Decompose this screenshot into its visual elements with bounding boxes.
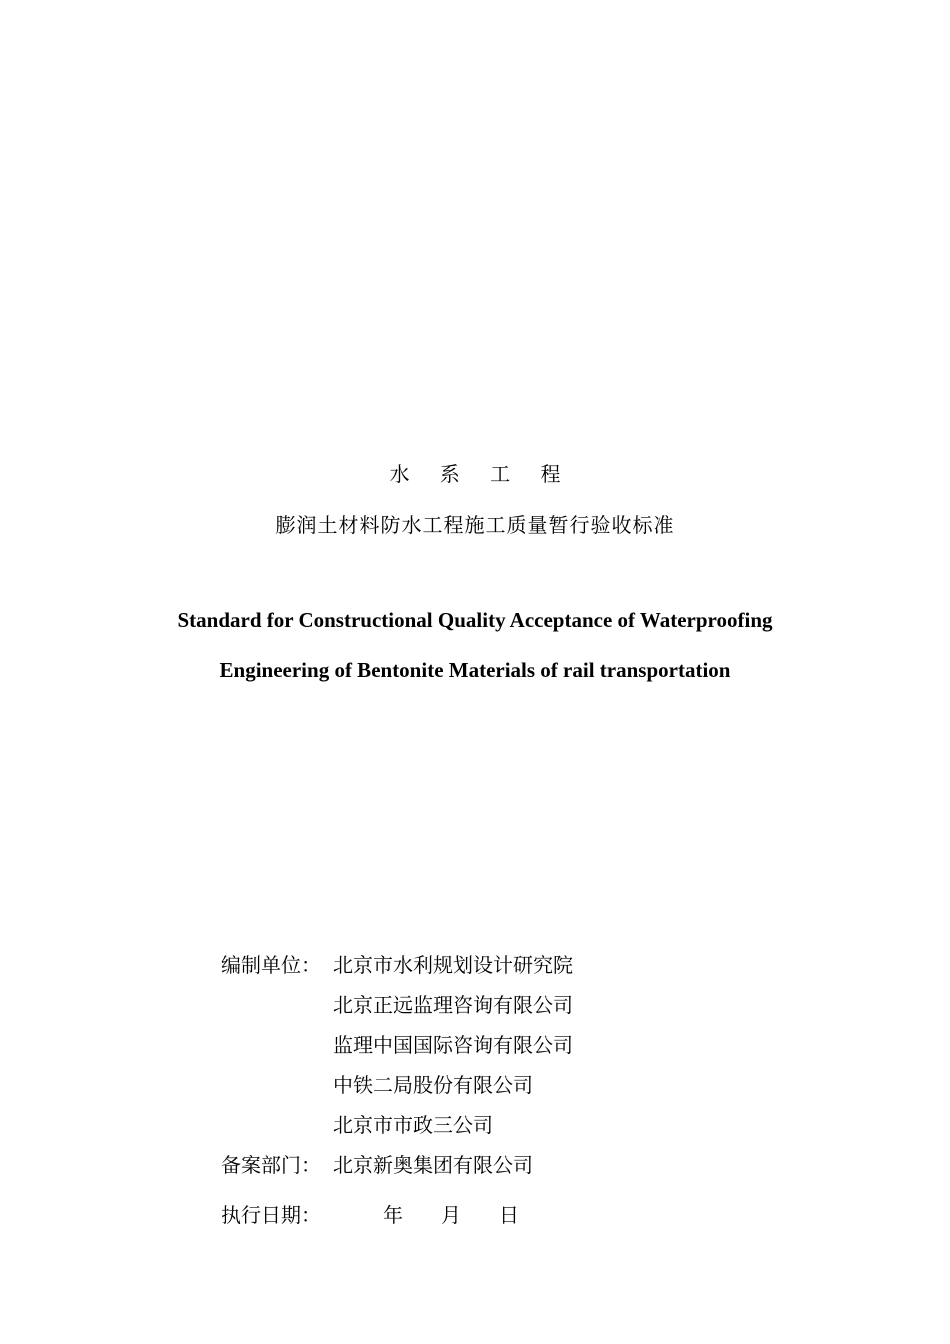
filing-value: 北京新奥集团有限公司 [333, 1153, 533, 1177]
date-year: 年 [383, 1203, 403, 1227]
compiler-name: 监理中国国际咨询有限公司 [333, 1033, 573, 1057]
compiler-row [221, 1105, 573, 1145]
filing-label: 备案部门： [221, 1153, 321, 1177]
date-label: 执行日期： [221, 1203, 321, 1227]
compiler-row [221, 985, 573, 1025]
date-row [221, 1195, 573, 1235]
english-title-line-2: Engineering of Bentonite Materials of rail transportation [219, 658, 731, 682]
date-day: 日 [499, 1203, 519, 1227]
compiler-row [221, 1065, 573, 1105]
series-title: 水 系 工 程 [389, 462, 573, 486]
compiler-name: 中铁二局股份有限公司 [333, 1073, 533, 1097]
compiler-name: 北京市市政三公司 [333, 1113, 493, 1137]
date-month: 月 [441, 1203, 461, 1227]
chinese-title: 膨润土材料防水工程施工质量暂行验收标准 [275, 513, 675, 537]
date-value [333, 1195, 519, 1235]
compiler-row [221, 1025, 573, 1065]
filing-row [221, 1145, 573, 1185]
compiler-name: 北京市水利规划设计研究院 [333, 953, 573, 977]
compiler-name: 北京正远监理咨询有限公司 [333, 993, 573, 1017]
english-title-line-1: Standard for Constructional Quality Acceptance of Waterproofing [177, 608, 773, 632]
compiler-label: 编制单位： [221, 953, 321, 977]
compiler-row [221, 945, 573, 985]
info-block [221, 945, 573, 1235]
